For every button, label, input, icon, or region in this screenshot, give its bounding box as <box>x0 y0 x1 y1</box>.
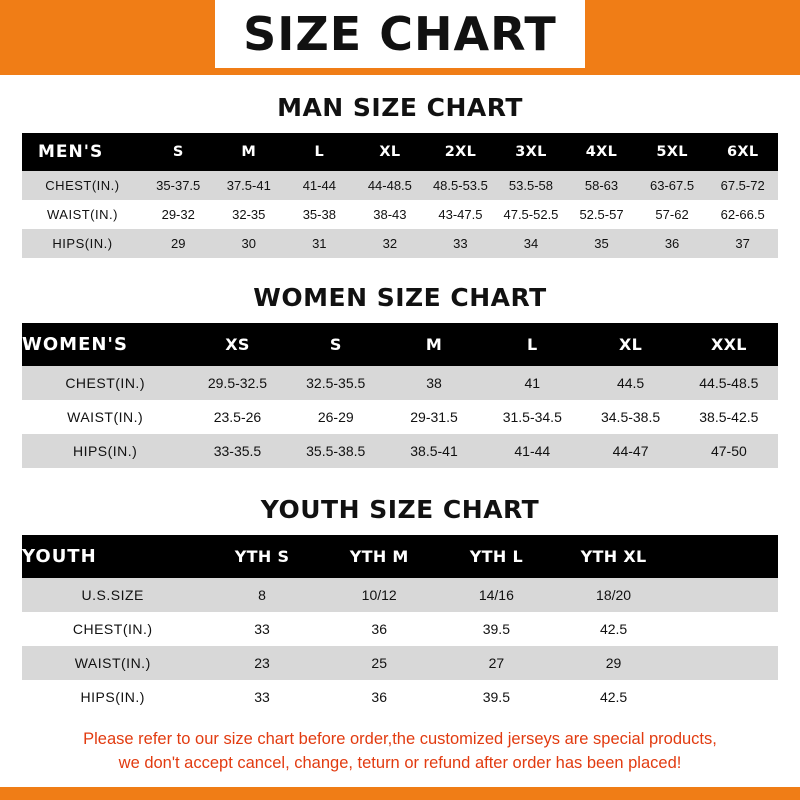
man-hips-s: 29 <box>143 229 214 258</box>
youth-waist-m: 25 <box>321 646 438 680</box>
man-chest-4xl: 58-63 <box>566 171 637 200</box>
man-hips-l: 31 <box>284 229 355 258</box>
table-header-row <box>22 535 778 578</box>
youth-chest-spacer <box>672 612 778 646</box>
youth-row-ussize-label: U.S.SIZE <box>22 578 203 612</box>
man-col-5xl: 5XL <box>637 133 708 171</box>
table-row <box>22 171 778 200</box>
youth-chest-xl: 42.5 <box>555 612 672 646</box>
man-chest-xl: 44-48.5 <box>355 171 426 200</box>
header-divider <box>0 68 800 75</box>
women-waist-xxl: 38.5-42.5 <box>680 400 778 434</box>
women-hips-s: 35.5-38.5 <box>287 434 385 468</box>
youth-hips-m: 36 <box>321 680 438 714</box>
section-youth <box>22 495 778 714</box>
man-waist-l: 35-38 <box>284 200 355 229</box>
youth-col-xl: YTH XL <box>555 535 672 578</box>
women-chest-xs: 29.5-32.5 <box>188 366 286 400</box>
women-hips-xs: 33-35.5 <box>188 434 286 468</box>
section-women <box>22 283 778 468</box>
man-waist-xl: 38-43 <box>355 200 426 229</box>
footer-note-line1: Please refer to our size chart before order,the customized jerseys are special products, <box>83 730 717 748</box>
youth-waist-spacer <box>672 646 778 680</box>
man-col-6xl: 6XL <box>707 133 778 171</box>
women-chest-m: 38 <box>385 366 483 400</box>
man-hips-xl: 32 <box>355 229 426 258</box>
man-chest-m: 37.5-41 <box>214 171 285 200</box>
table-header-row <box>22 323 778 366</box>
youth-ussize-xl: 18/20 <box>555 578 672 612</box>
youth-row-waist-label: WAIST(IN.) <box>22 646 203 680</box>
women-chest-l: 41 <box>483 366 581 400</box>
youth-hips-s: 33 <box>203 680 320 714</box>
women-hips-xxl: 47-50 <box>680 434 778 468</box>
man-hips-m: 30 <box>214 229 285 258</box>
women-row-waist-label: WAIST(IN.) <box>22 400 188 434</box>
women-waist-xs: 23.5-26 <box>188 400 286 434</box>
youth-chest-l: 39.5 <box>438 612 555 646</box>
table-row <box>22 578 778 612</box>
man-chest-s: 35-37.5 <box>143 171 214 200</box>
man-col-3xl: 3XL <box>496 133 567 171</box>
man-waist-m: 32-35 <box>214 200 285 229</box>
header-band <box>0 0 800 68</box>
man-col-l: L <box>284 133 355 171</box>
youth-hips-spacer <box>672 680 778 714</box>
man-chest-6xl: 67.5-72 <box>707 171 778 200</box>
youth-chest-m: 36 <box>321 612 438 646</box>
man-hips-5xl: 36 <box>637 229 708 258</box>
women-hips-m: 38.5-41 <box>385 434 483 468</box>
women-waist-m: 29-31.5 <box>385 400 483 434</box>
women-waist-xl: 34.5-38.5 <box>581 400 679 434</box>
man-hips-4xl: 35 <box>566 229 637 258</box>
youth-chest-s: 33 <box>203 612 320 646</box>
youth-ussize-m: 10/12 <box>321 578 438 612</box>
page-title: SIZE CHART <box>243 7 557 61</box>
section-man <box>22 93 778 258</box>
man-row-chest-label: CHEST(IN.) <box>22 171 143 200</box>
man-col-m: M <box>214 133 285 171</box>
man-section-title: MAN SIZE CHART <box>277 93 523 122</box>
man-waist-4xl: 52.5-57 <box>566 200 637 229</box>
women-col-label: WOMEN'S <box>22 323 188 366</box>
footer-note-line2: we don't accept cancel, change, teturn or refund after order has been placed! <box>118 753 682 772</box>
youth-section-title: YOUTH SIZE CHART <box>260 495 540 524</box>
man-col-label: MEN'S <box>22 133 143 171</box>
youth-hips-xl: 42.5 <box>555 680 672 714</box>
youth-hips-l: 39.5 <box>438 680 555 714</box>
man-hips-2xl: 33 <box>425 229 496 258</box>
man-waist-2xl: 43-47.5 <box>425 200 496 229</box>
women-row-hips-label: HIPS(IN.) <box>22 434 188 468</box>
man-row-waist-label: WAIST(IN.) <box>22 200 143 229</box>
women-col-s: S <box>287 323 385 366</box>
women-chest-xxl: 44.5-48.5 <box>680 366 778 400</box>
man-row-hips-label: HIPS(IN.) <box>22 229 143 258</box>
man-col-s: S <box>143 133 214 171</box>
man-waist-3xl: 47.5-52.5 <box>496 200 567 229</box>
women-row-chest-label: CHEST(IN.) <box>22 366 188 400</box>
table-row <box>22 612 778 646</box>
man-chest-3xl: 53.5-58 <box>496 171 567 200</box>
women-waist-s: 26-29 <box>287 400 385 434</box>
man-hips-6xl: 37 <box>707 229 778 258</box>
women-size-table <box>22 323 778 468</box>
youth-size-table <box>22 535 778 714</box>
youth-waist-xl: 29 <box>555 646 672 680</box>
women-section-title: WOMEN SIZE CHART <box>253 283 547 312</box>
man-waist-5xl: 57-62 <box>637 200 708 229</box>
youth-row-hips-label: HIPS(IN.) <box>22 680 203 714</box>
man-chest-l: 41-44 <box>284 171 355 200</box>
man-col-xl: XL <box>355 133 426 171</box>
women-col-xs: XS <box>188 323 286 366</box>
man-chest-2xl: 48.5-53.5 <box>425 171 496 200</box>
youth-ussize-spacer <box>672 578 778 612</box>
man-chest-5xl: 63-67.5 <box>637 171 708 200</box>
man-size-table <box>22 133 778 258</box>
women-col-l: L <box>483 323 581 366</box>
youth-waist-l: 27 <box>438 646 555 680</box>
women-hips-xl: 44-47 <box>581 434 679 468</box>
youth-col-s: YTH S <box>203 535 320 578</box>
content <box>0 75 800 800</box>
youth-ussize-l: 14/16 <box>438 578 555 612</box>
youth-row-chest-label: CHEST(IN.) <box>22 612 203 646</box>
footer-bar <box>0 787 800 800</box>
youth-waist-s: 23 <box>203 646 320 680</box>
youth-col-spacer <box>672 535 778 578</box>
women-col-xxl: XXL <box>680 323 778 366</box>
youth-col-l: YTH L <box>438 535 555 578</box>
women-chest-s: 32.5-35.5 <box>287 366 385 400</box>
table-row <box>22 229 778 258</box>
man-col-4xl: 4XL <box>566 133 637 171</box>
footer-note <box>22 714 778 786</box>
youth-col-label: YOUTH <box>22 535 203 578</box>
table-row <box>22 680 778 714</box>
women-col-m: M <box>385 323 483 366</box>
table-row <box>22 366 778 400</box>
youth-ussize-s: 8 <box>203 578 320 612</box>
women-chest-xl: 44.5 <box>581 366 679 400</box>
table-row <box>22 646 778 680</box>
youth-col-m: YTH M <box>321 535 438 578</box>
man-waist-s: 29-32 <box>143 200 214 229</box>
women-col-xl: XL <box>581 323 679 366</box>
table-row <box>22 400 778 434</box>
man-hips-3xl: 34 <box>496 229 567 258</box>
man-waist-6xl: 62-66.5 <box>707 200 778 229</box>
man-col-2xl: 2XL <box>425 133 496 171</box>
women-hips-l: 41-44 <box>483 434 581 468</box>
women-waist-l: 31.5-34.5 <box>483 400 581 434</box>
table-row <box>22 200 778 229</box>
table-header-row <box>22 133 778 171</box>
table-row <box>22 434 778 468</box>
